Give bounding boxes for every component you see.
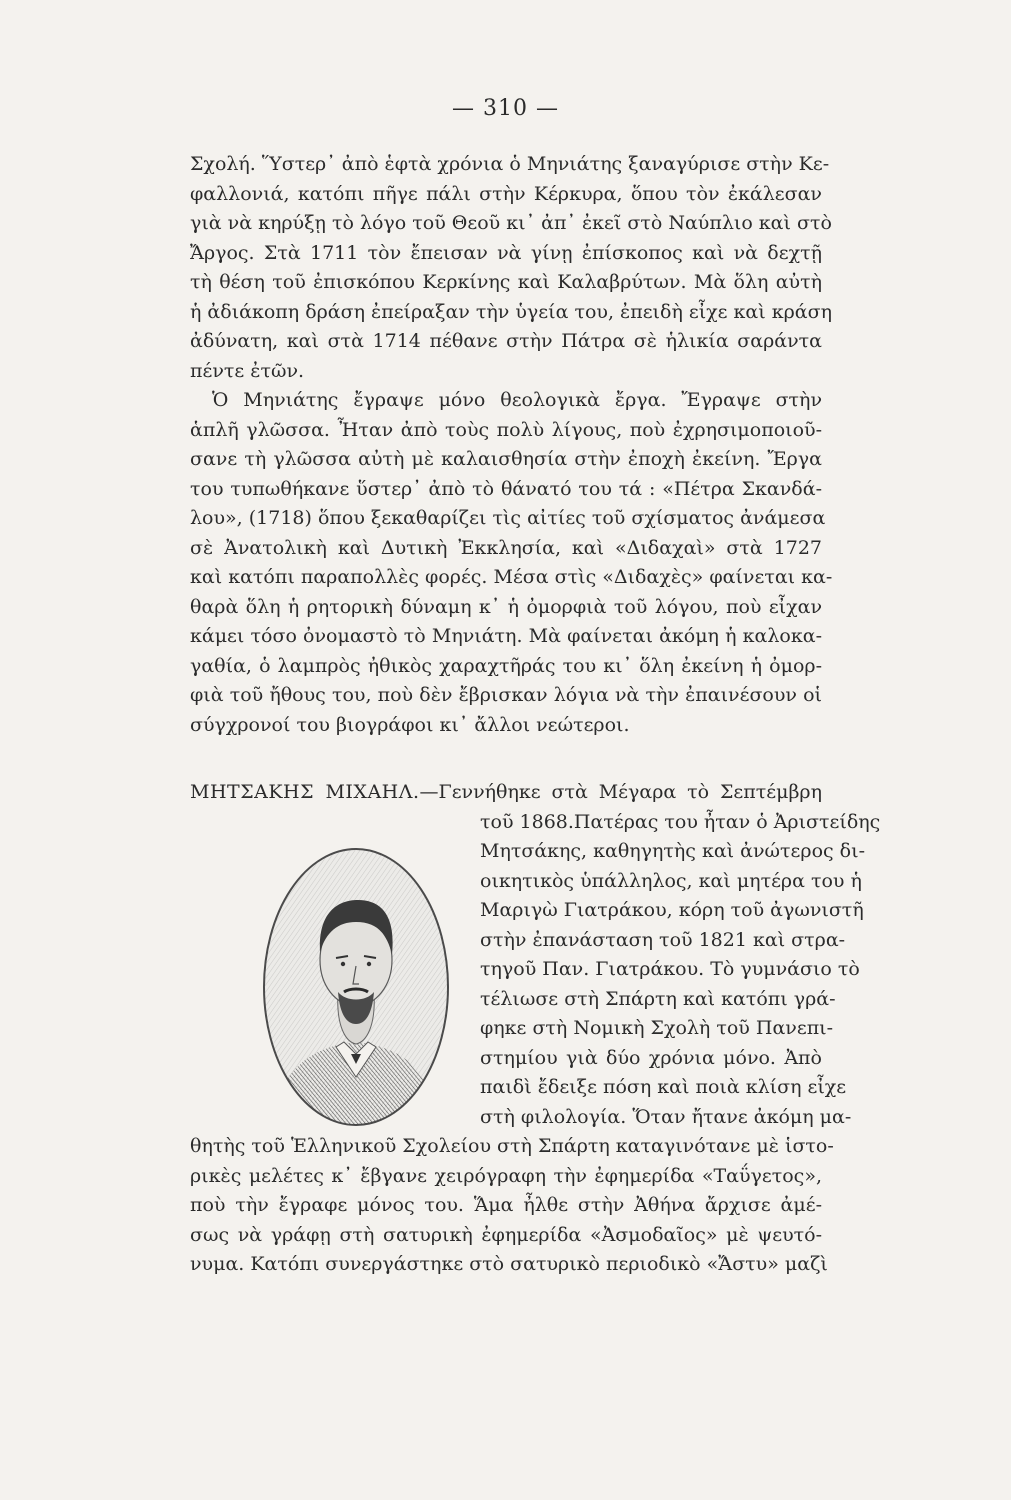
text-line: φιὰ τοῦ ἤθους του, ποὺ δὲν ἔβρισκαν λόγια νὰ τὴν ἐπαινέσουν οἱ [190, 684, 822, 706]
text-line: στὴν ἐπανάσταση τοῦ 1821 καὶ στρα- [480, 928, 846, 951]
text-line: στημίου γιὰ δύο χρόνια μόνο. Ἀπὸ [480, 1046, 822, 1069]
text-line: Σχολή. Ὕστερ᾽ ἀπὸ ἑφτὰ χρόνια ὁ Μηνιάτης ξαναγύρισε στὴν Κε- [190, 153, 830, 175]
text-line: γιὰ νὰ κηρύξῃ τὸ λόγο τοῦ Θεοῦ κι᾽ ἀπ᾽ ἐκεῖ στὸ Ναύπλιο καὶ στὸ [190, 212, 832, 234]
text-line: Ὁ Μηνιάτης ἔγραψε μόνο θεολογικὰ ἔργα. Ἔγραψε στὴν [212, 389, 822, 411]
text-line: ἀδύνατη, καὶ στὰ 1714 πέθανε στὴν Πάτρα σὲ ἡλικία σαράντα [190, 330, 822, 352]
text-line: θητὴς τοῦ Ἑλληνικοῦ Σχολείου στὴ Σπάρτη καταγινότανε μὲ ἱστο- [190, 1135, 834, 1157]
text-line: καὶ κατόπι παραπολλὲς φορές. Μέσα στὶς «Διδαχὲς» φαίνεται κα- [190, 566, 833, 588]
text-line: νυμα. Κατόπι συνεργάστηκε στὸ σατυρικὸ περιοδικὸ «Ἄστυ» μαζὶ [190, 1253, 828, 1275]
text-line: του τυπωθήκανε ὕστερ᾽ ἀπὸ τὸ θάνατό του τά : «Πέτρα Σκανδά- [190, 477, 822, 500]
text-line: τέλιωσε στὴ Σπάρτη καὶ κατόπι γρά- [480, 987, 836, 1010]
text-line: Μητσάκης, καθηγητὴς καὶ ἀνώτερος δι- [480, 840, 865, 862]
text-line: ποὺ τὴν ἔγραφε μόνος του. Ἅμα ἦλθε στὴν Ἀθήνα ἄρχισε ἀμέ- [190, 1194, 822, 1216]
paragraph-2 [190, 386, 833, 740]
paragraph-1 [190, 150, 832, 386]
text-line: τοῦ 1868.Πατέρας του ἦταν ὁ Ἀριστείδης [480, 810, 881, 833]
portrait-engraving [258, 842, 454, 1132]
entry-first-line [190, 778, 822, 808]
text-line: ἡ ἀδιάκοπη δράση ἐπείραξαν τὴν ὑγεία του, ἐπειδὴ εἶχε καὶ κράση [190, 300, 832, 323]
text-line: σως νὰ γράφῃ στὴ σατυρικὴ ἐφημερίδα «Ἀσμοδαῖος» μὲ ψευτό- [190, 1223, 822, 1246]
text-line: λου», (1718) ὅπου ξεκαθαρίζει τὶς αἰτίες τοῦ σχίσματος ἀνάμεσα [190, 507, 826, 529]
text-line: Ἄργος. Στὰ 1711 τὸν ἔπεισαν νὰ γίνῃ ἐπίσκοπος καὶ νὰ δεχτῇ [190, 241, 822, 264]
text-line: θαρὰ ὅλη ἡ ρητορικὴ δύναμη κ᾽ ἡ ὀμορφιὰ τοῦ λόγου, ποὺ εἶχαν [190, 595, 822, 618]
text-line: στὴ φιλολογία. Ὅταν ἤτανε ἀκόμη μα- [480, 1105, 852, 1128]
text-line: σανε τὴ γλῶσσα αὐτὴ μὲ καλαισθησία στὴν ἐποχὴ ἐκείνη. Ἔργα [190, 448, 822, 470]
text-line: τηγοῦ Παν. Γιατράκου. Τὸ γυμνάσιο τὸ [480, 958, 860, 980]
text-line: ρικὲς μελέτες κ᾽ ἔβγανε χειρόγραφη τὴν ἐφημερίδα «Ταΰγετος», [190, 1164, 822, 1187]
body-text-top [190, 150, 833, 740]
text-line: φαλλονιά, κατόπι πῆγε πάλι στὴν Κέρκυρα, ὅπου τὸν ἐκάλεσαν [190, 182, 822, 205]
text-line: τὴ θέση τοῦ ἐπισκόπου Κερκίνης καὶ Καλαβρύτων. Μὰ ὅλη αὐτὴ [190, 271, 822, 293]
text-line: κάμει τόσο ὀνομαστὸ τὸ Μηνιάτη. Μὰ φαίνεται ἀκόμη ἡ καλοκα- [190, 625, 822, 647]
text-line: παιδὶ ἔδειξε πόση καὶ ποιὰ κλίση εἶχε [480, 1076, 847, 1098]
page-number: — 310 — [452, 96, 559, 121]
text-line: γαθία, ὁ λαμπρὸς ἠθικὸς χαραχτῆράς του κι᾽ ὅλη ἐκείνη ἡ ὀμορ- [190, 654, 822, 677]
text-line: πέντε ἐτῶν. [190, 359, 305, 382]
text-line: σύγχρονοί του βιογράφοι κι᾽ ἄλλοι νεώτεροι. [190, 713, 630, 736]
text-line: σὲ Ἀνατολικὴ καὶ Δυτικὴ Ἐκκλησία, καὶ «Διδαχαὶ» στὰ 1727 [190, 536, 822, 559]
text-line: Μαριγὼ Γιατράκου, κόρη τοῦ ἀγωνιστῆ [480, 899, 864, 921]
text-line: φηκε στὴ Νομικὴ Σχολὴ τοῦ Πανεπι- [480, 1017, 834, 1039]
text-line: οικητικὸς ὑπάλληλος, καὶ μητέρα του ἡ [480, 869, 862, 892]
entry-name: ΜΗΤΣΑΚΗΣ ΜΙΧΑΗΛ. [190, 781, 420, 803]
text-line: ἁπλῆ γλῶσσα. Ἦταν ἀπὸ τοὺς πολὺ λίγους, ποὺ ἐχρησιμοποιοῦ- [190, 418, 822, 441]
entry-first-line-text: —Γεννήθηκε στὰ Μέγαρα τὸ Σεπτέμβρη [419, 781, 822, 803]
